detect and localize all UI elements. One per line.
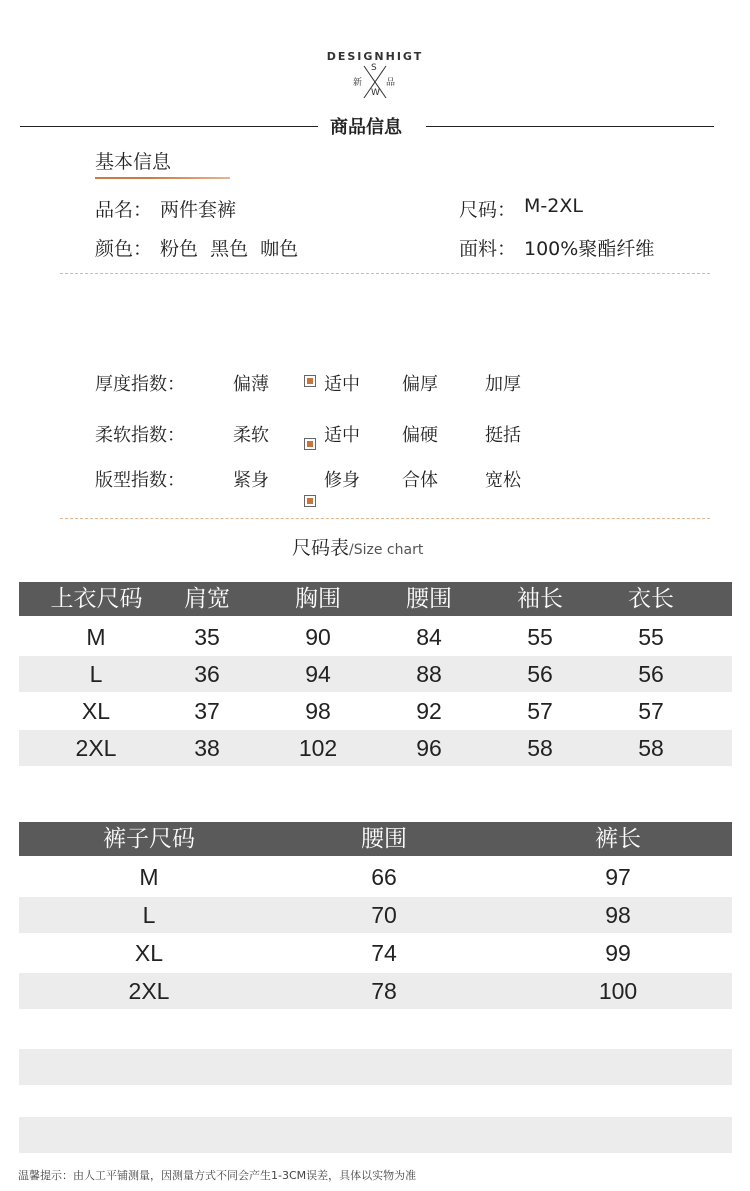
size-chart-title-en: /Size chart [349, 542, 424, 558]
table-cell: 55 [527, 624, 553, 650]
pants-header-length: 裤长 [595, 826, 641, 852]
table-cell: 57 [638, 698, 664, 724]
thickness-option: 加厚 [485, 374, 521, 395]
softness-option: 柔软 [233, 425, 269, 446]
fit-index-label: 版型指数： [95, 470, 185, 491]
logo-letter-left: 新 [353, 78, 363, 88]
top-header-length: 衣长 [628, 586, 674, 612]
divider-dashed-2 [60, 518, 710, 519]
checkbox-checked-icon [304, 438, 316, 450]
table-cell: 58 [638, 735, 664, 761]
table-cell: 70 [371, 902, 397, 928]
thickness-option-selected: 适中 [324, 374, 360, 395]
table-cell: 58 [527, 735, 553, 761]
fit-option: 紧身 [233, 470, 269, 491]
table-cell: L [89, 661, 103, 687]
size-chart-title-cn: 尺码表 [292, 537, 350, 559]
table-cell: 37 [194, 698, 220, 724]
table-row [19, 973, 732, 1009]
table-row [19, 619, 732, 655]
checkbox-checked-icon [304, 495, 316, 507]
table-cell: M [86, 624, 106, 650]
table-cell: 98 [605, 902, 631, 928]
fit-option: 宽松 [485, 470, 521, 491]
table-cell: 35 [194, 624, 220, 650]
table-cell: 66 [371, 864, 397, 890]
size-range-label: 尺码： [459, 199, 517, 221]
logo-letter-right: 品 [386, 78, 396, 88]
table-cell: 98 [305, 698, 331, 724]
basic-info-title: 基本信息 [95, 151, 172, 173]
table-cell: 55 [638, 624, 664, 650]
fit-option: 合体 [402, 470, 438, 491]
checkbox-checked-icon [304, 375, 316, 387]
softness-option: 挺括 [485, 425, 521, 446]
table-cell: 94 [305, 661, 331, 687]
pants-table-header [19, 822, 732, 856]
basic-info-underline [95, 177, 230, 179]
softness-option-selected: 适中 [324, 425, 360, 446]
header-line-right [426, 126, 714, 127]
table-cell: 90 [305, 624, 331, 650]
table-row-empty [19, 1011, 732, 1047]
table-cell: 96 [416, 735, 442, 761]
table-cell: L [142, 902, 156, 928]
top-header-sleeve: 袖长 [517, 586, 563, 612]
fit-option-selected: 修身 [324, 470, 360, 491]
table-cell: 56 [638, 661, 664, 687]
table-cell: 97 [605, 864, 631, 890]
top-table-header [19, 582, 732, 616]
top-size-table [19, 582, 732, 804]
color-label: 颜色： [95, 238, 153, 260]
table-row [19, 693, 732, 729]
table-row-empty [19, 1049, 732, 1085]
table-cell: M [139, 864, 159, 890]
softness-option: 偏硬 [402, 425, 438, 446]
top-header-shoulder: 肩宽 [184, 586, 230, 612]
color-value: 粉色 黑色 咖色 [160, 238, 299, 260]
pants-header-waist: 腰围 [361, 826, 407, 852]
table-cell: 36 [194, 661, 220, 687]
table-cell: 84 [416, 624, 442, 650]
table-cell: 2XL [75, 735, 117, 761]
thickness-index-label: 厚度指数： [95, 374, 185, 395]
table-row-empty [19, 1117, 732, 1153]
table-row [19, 656, 732, 692]
logo-brand-text: DESIGNHIGT [326, 50, 424, 63]
table-cell: 100 [598, 978, 638, 1004]
brand-logo [300, 44, 450, 104]
divider-dashed-1 [60, 273, 710, 274]
product-name-label: 品名： [95, 199, 153, 221]
table-cell: 56 [527, 661, 553, 687]
top-header-chest: 胸围 [295, 586, 341, 612]
product-name-value: 两件套裤 [160, 199, 237, 221]
table-cell: 2XL [128, 978, 170, 1004]
logo-letter-bottom: W [371, 88, 380, 98]
table-row-empty [19, 767, 732, 803]
fabric-value: 100%聚酯纤维 [524, 238, 655, 260]
size-chart-title [292, 533, 423, 560]
table-cell: 57 [527, 698, 553, 724]
top-header-size: 上衣尺码 [50, 586, 143, 612]
logo-letter-top: S [371, 63, 377, 73]
table-cell: 102 [298, 735, 338, 761]
measurement-note: 温馨提示：由人工平铺测量，因测量方式不同会产生1-3CM误差，具体以实物为准 [18, 1169, 417, 1182]
pants-size-table [19, 822, 732, 1152]
table-cell: 74 [371, 940, 397, 966]
fabric-label: 面料： [459, 238, 517, 260]
table-row [19, 897, 732, 933]
table-cell: XL [134, 940, 164, 966]
table-row [19, 935, 732, 971]
table-cell: 92 [416, 698, 442, 724]
size-range-value: M-2XL [524, 195, 583, 217]
table-row [19, 730, 732, 766]
table-cell: 88 [416, 661, 442, 687]
softness-index-label: 柔软指数： [95, 425, 185, 446]
table-cell: 78 [371, 978, 397, 1004]
section-title: 商品信息 [330, 117, 402, 138]
top-header-waist: 腰围 [406, 586, 452, 612]
thickness-option: 偏薄 [233, 374, 269, 395]
header-line-left [20, 126, 318, 127]
table-cell: 99 [605, 940, 631, 966]
table-cell: XL [81, 698, 111, 724]
pants-header-size: 裤子尺码 [103, 826, 195, 852]
thickness-option: 偏厚 [402, 374, 438, 395]
table-cell: 38 [194, 735, 220, 761]
table-row [19, 859, 732, 895]
